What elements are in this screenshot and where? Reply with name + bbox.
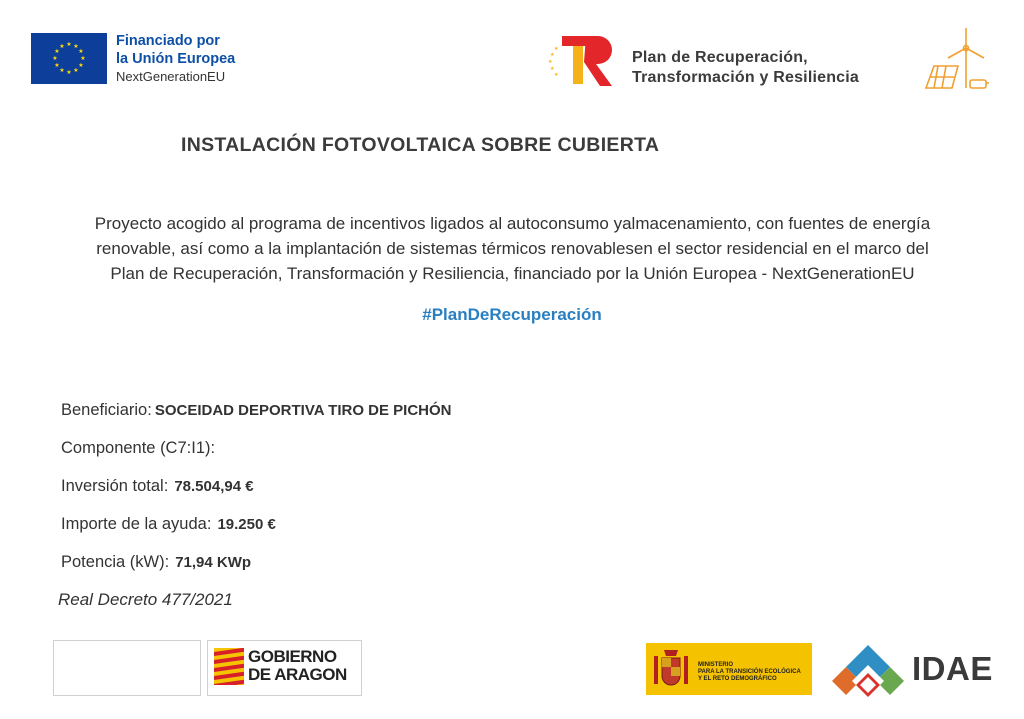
eu-line1: Financiado por — [116, 33, 220, 49]
aragon-line1: GOBIERNO — [248, 647, 337, 666]
prtr-text — [632, 48, 859, 88]
ministerio-line3: Y EL RETO DEMOGRÁFICO — [698, 676, 777, 682]
svg-text:★: ★ — [66, 41, 72, 48]
ayuda-label: Importe de la ayuda: — [61, 515, 212, 533]
field-beneficiario — [61, 401, 452, 420]
svg-text:★: ★ — [548, 59, 553, 65]
svg-text:★: ★ — [73, 43, 79, 50]
hashtag: #PlanDeRecuperación — [422, 305, 602, 324]
svg-text:★: ★ — [73, 67, 79, 74]
eu-flag-logo — [31, 33, 107, 84]
svg-text:★: ★ — [550, 66, 555, 72]
ministerio-text — [698, 662, 801, 683]
idae-logo-text: IDAE — [912, 650, 993, 687]
potencia-value: 71,94 KWp — [175, 554, 252, 571]
aragon-line2: DE ARAGON — [248, 665, 347, 684]
wind-solar-icon — [922, 26, 992, 94]
ministerio-line1: MINISTERIO — [698, 662, 734, 668]
eu-line3: NextGenerationEU — [116, 69, 226, 84]
ministerio-line2: PARA LA TRANSICIÓN ECOLÓGICA — [698, 669, 801, 675]
field-componente — [61, 439, 221, 458]
componente-label: Componente (C7:I1): — [61, 439, 216, 457]
description-line1: Proyecto acogido al programa de incentivos ligados al autoconsumo yalmacenamiento, con fuentes de energía — [94, 214, 931, 233]
field-inversion — [61, 477, 254, 496]
svg-text:★: ★ — [78, 62, 84, 69]
svg-text:★: ★ — [54, 62, 60, 69]
potencia-label: Potencia (kW): — [61, 553, 170, 571]
page-title: INSTALACIÓN FOTOVOLTAICA SOBRE CUBIERTA — [181, 134, 660, 156]
decree-reference: Real Decreto 477/2021 — [58, 590, 233, 609]
spain-crest-icon — [652, 648, 690, 690]
description-line3: Plan de Recuperación, Transformación y Resiliencia, financiado por la Unión Europea - NextGenerationEU — [110, 264, 915, 283]
eu-funding-text — [116, 32, 235, 86]
svg-text:★: ★ — [66, 69, 72, 76]
blank-logo-box — [53, 640, 201, 696]
svg-text:★: ★ — [59, 67, 65, 74]
svg-text:★: ★ — [78, 48, 84, 55]
svg-text:★: ★ — [554, 46, 559, 52]
svg-text:★: ★ — [59, 43, 65, 50]
ministerio-logo — [646, 643, 812, 695]
beneficiario-value: SOCEIDAD DEPORTIVA TIRO DE PICHÓN — [154, 402, 452, 419]
prtr-line1: Plan de Recuperación, — [632, 49, 808, 66]
idae-logo-icon — [830, 643, 906, 697]
svg-text:★: ★ — [52, 55, 58, 62]
inversion-value: 78.504,94 € — [174, 478, 254, 495]
svg-text:★: ★ — [54, 48, 60, 55]
aragon-logo-text — [248, 648, 347, 684]
field-ayuda — [61, 515, 276, 534]
prtr-logo — [548, 32, 616, 88]
eu-line2: la Unión Europea — [116, 51, 236, 67]
description-line2: renovable, así como a la implantación de sistemas térmicos renovablesen el sector residencial en el marco del — [96, 239, 929, 258]
svg-text:★: ★ — [80, 55, 86, 62]
inversion-label: Inversión total: — [61, 477, 169, 495]
aragon-flag-icon — [214, 648, 244, 685]
field-potencia — [61, 553, 251, 572]
ayuda-value: 19.250 € — [217, 516, 276, 533]
svg-text:★: ★ — [550, 52, 555, 58]
svg-text:★: ★ — [554, 72, 559, 78]
project-description — [40, 211, 985, 286]
prtr-line2: Transformación y Resiliencia — [632, 69, 860, 86]
beneficiario-label: Beneficiario: — [61, 401, 152, 419]
